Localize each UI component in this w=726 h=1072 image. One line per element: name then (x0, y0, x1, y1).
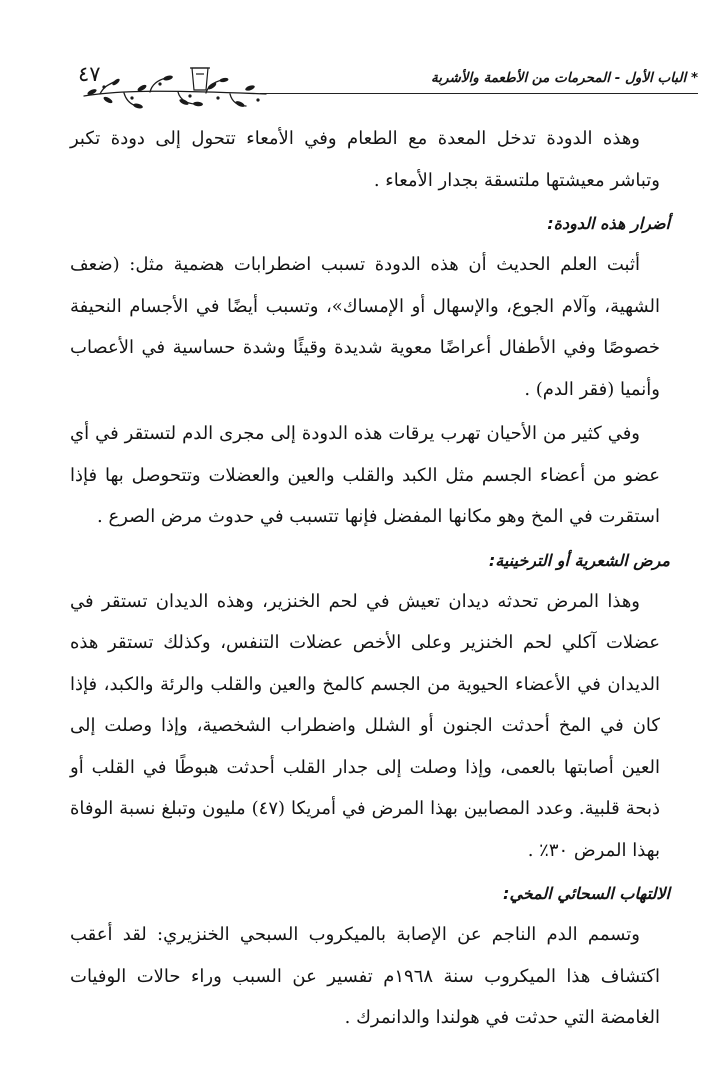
header-rule (260, 93, 698, 94)
paragraph: وتسمم الدم الناجم عن الإصابة بالميكروب السبحي الخنزيري: لقد أعقب اكتشاف هذا الميكروب سنة ١٩٦٨م تفسير عن السبب وراء حالات الوفيات الغامضة التي حدثت في هولندا والدانمرك . (70, 924, 660, 1028)
main-text (70, 118, 670, 1039)
paragraph: وهذه الدودة تدخل المعدة مع الطعام وفي الأمعاء تتحول إلى دودة تكبر وتباشر معيشتها ملتسقة بجدار الأمعاء . (70, 128, 660, 191)
section-heading: أضرار هذه الدودة: (547, 214, 670, 233)
paragraph: أثبت العلم الحديث أن هذه الدودة تسبب اضطرابات هضمية مثل: (ضعف الشهية، وآلام الجوع، والإسهال أو الإمساك»، وتسبب أيضًا في الأجسام النحيفة خصوصًا وفي الأطفال أعراضًا معوية شديدة وقيئًا وشدة حساسية في الأعصاب وأنميا (فقر الدم) . (70, 254, 660, 400)
section-heading: مرض الشعرية أو الترخينية: (488, 550, 670, 570)
paragraph: وهذا المرض تحدثه ديدان تعيش في لحم الخنزير، وهذه الديدان تستقر في عضلات آكلي لحم الخنزير وعلى الأخص عضلات التنفس، وكذلك تستقر هذه الديدان في الأعضاء الحيوية من الجسم كالمخ والعين والقلب والرئة والكبد، فإذا كان في المخ أحدثت الجنون أو الشلل واضطراب الشخصية، وإذا وصلت إلى العين أصابتها بالعمى، وإذا وصلت إلى جدار القلب أحدثت هبوطًا في القلب أو ذبحة قلبية. وعدد المصابين بهذا المرض في أمريكا (٤٧) مليون وتبلغ نسبة الوفاة بهذا المرض ٣٠٪ . (70, 590, 660, 861)
page-number: ٤٧ (78, 62, 101, 86)
floral-ornament-icon (80, 60, 270, 112)
page-header (70, 60, 698, 112)
running-head: * الباب الأول - المحرمات من الأطعمة والأشربة (431, 70, 698, 86)
paragraph: وفي كثير من الأحيان تهرب يرقات هذه الدودة إلى مجرى الدم لتستقر في أي عضو من أعضاء الجسم مثل الكبد والقلب والعين والعضلات وتتحوصل بها فإذا استقرت في المخ وهو مكانها المفضل فإنها تتسبب في حدوث مرض الصرع . (70, 423, 660, 527)
section-heading: الالتهاب السحائي المخي: (503, 884, 670, 903)
